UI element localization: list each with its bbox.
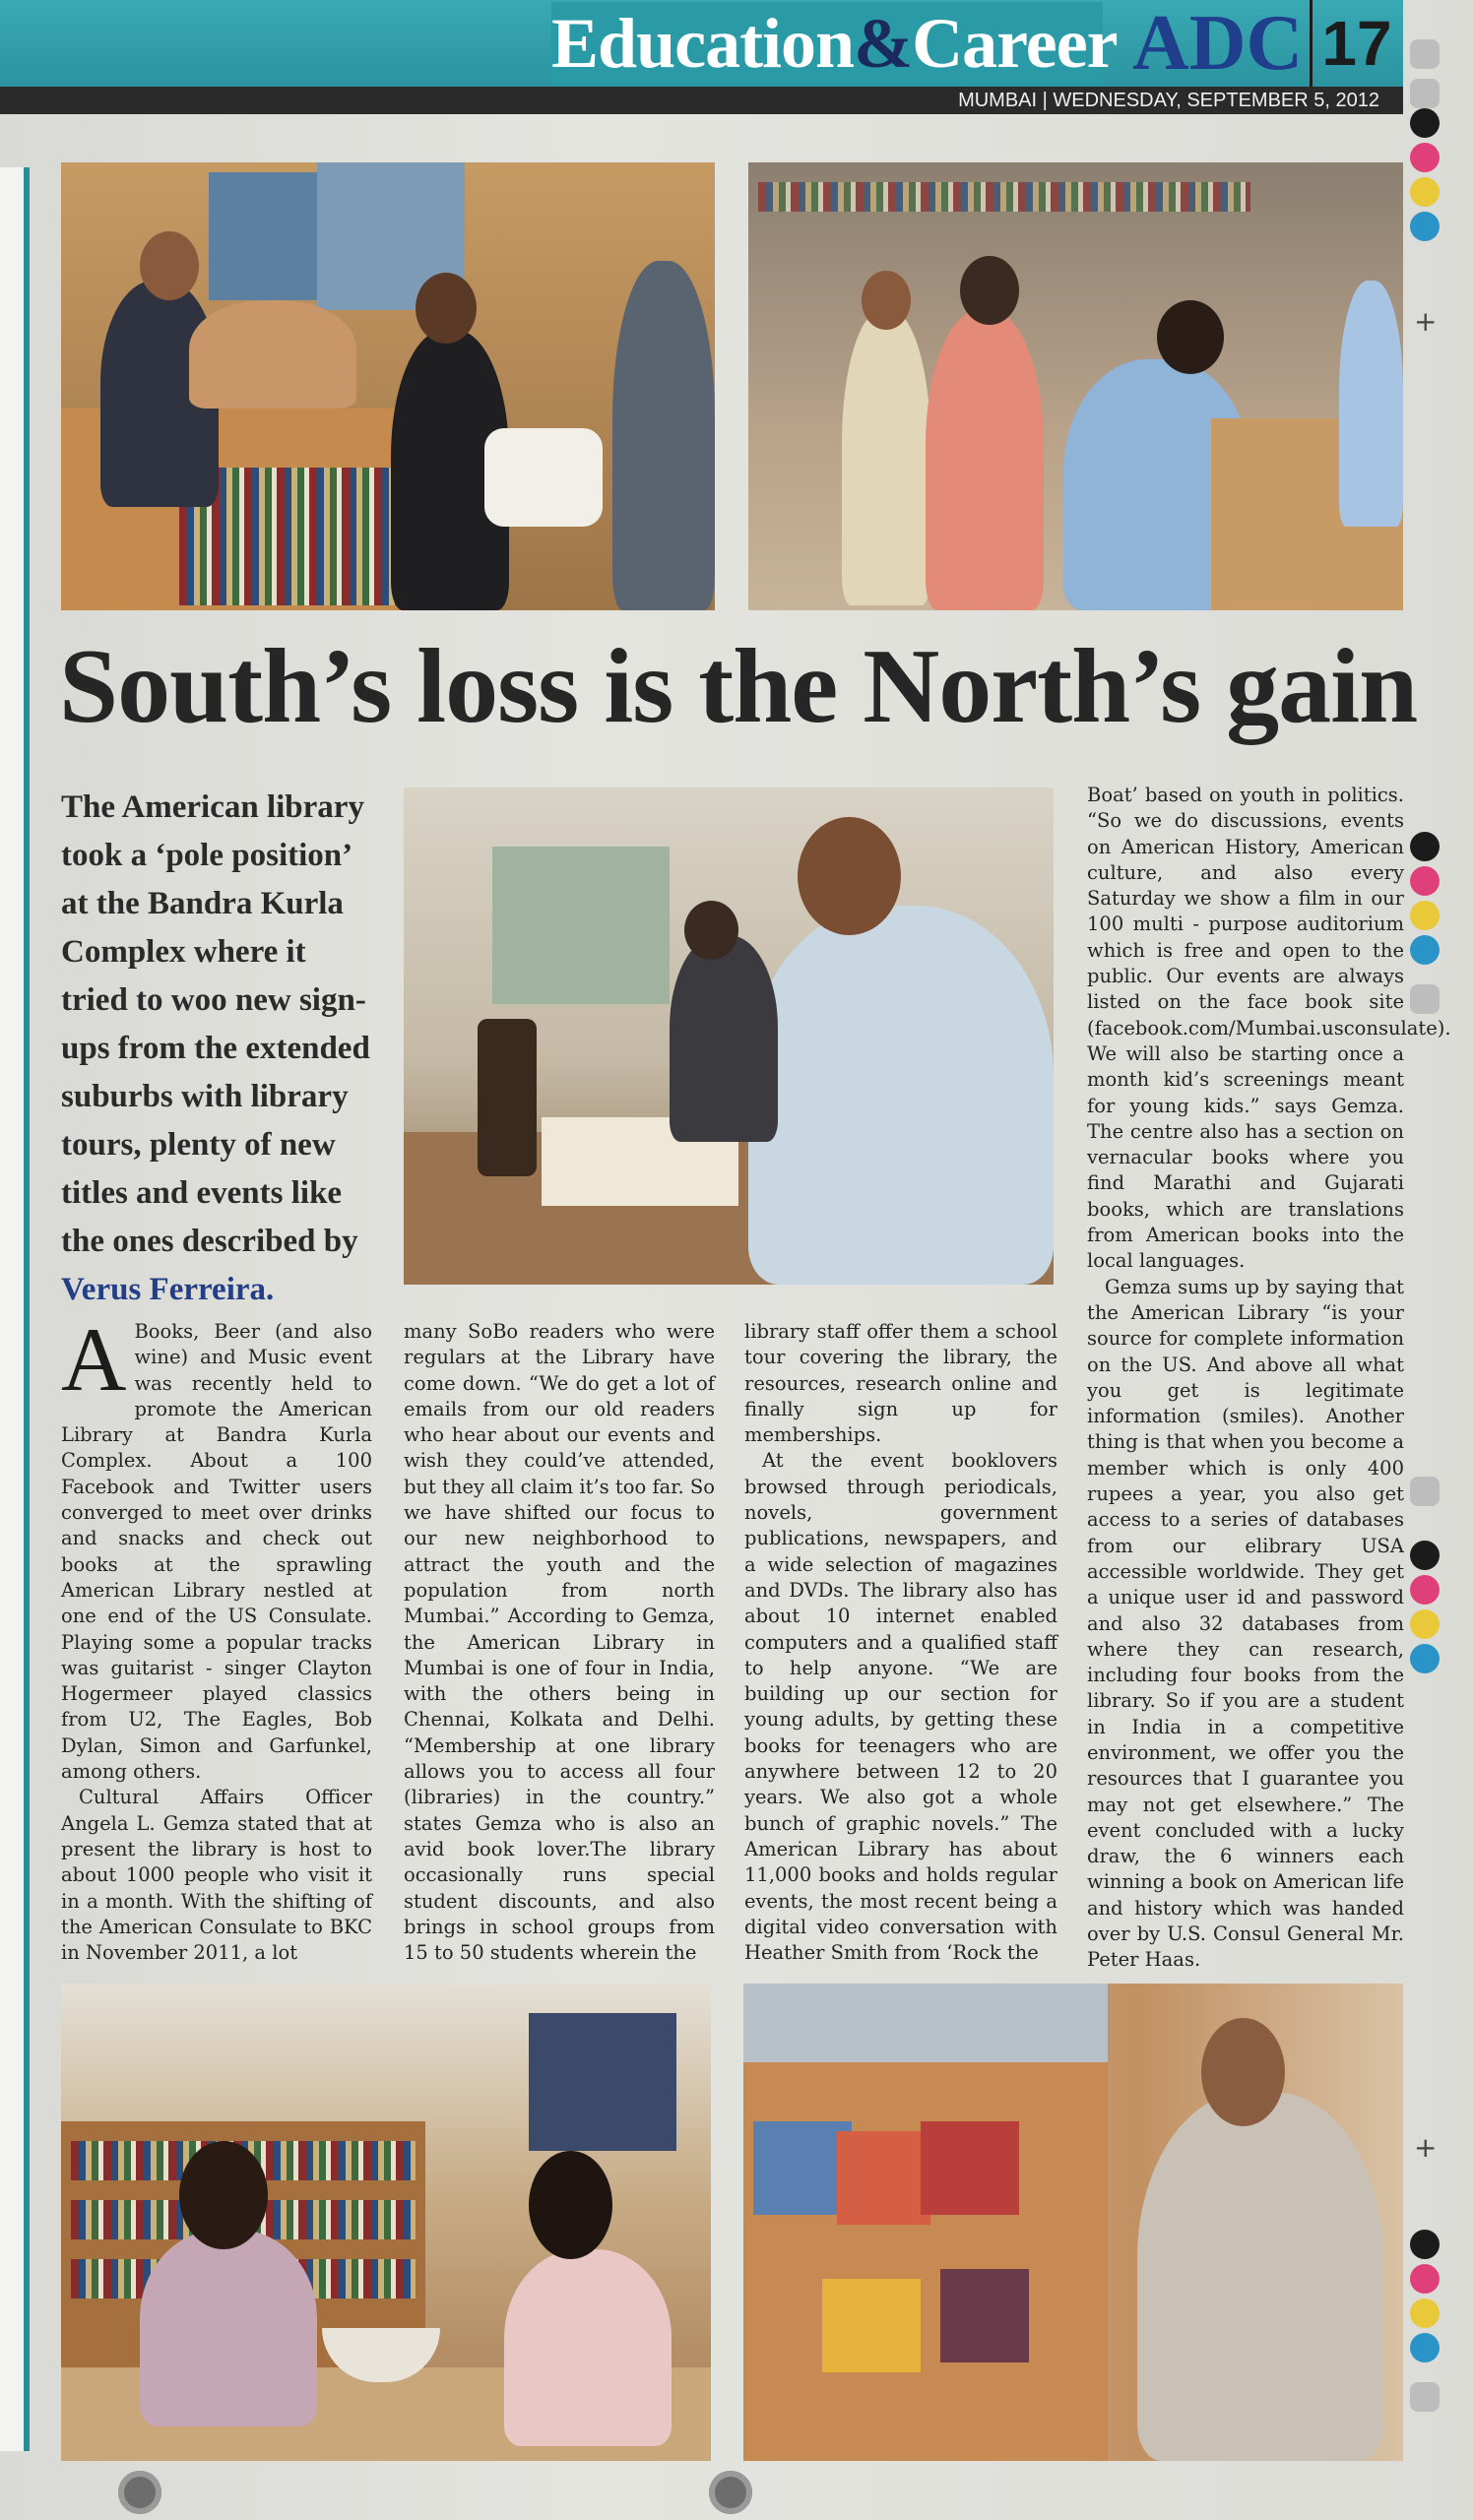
left-margin-rule	[0, 167, 30, 2451]
section-ampersand: &	[854, 4, 913, 83]
person-head	[529, 2151, 612, 2259]
registration-cyan-icon	[1410, 935, 1440, 965]
binding-pin-icon	[118, 2471, 161, 2514]
person-head	[1201, 2018, 1285, 2126]
registration-cyan-icon	[1410, 2333, 1440, 2362]
paragraph-text: Books, Beer (and also wine) and Music event was recently held to promote the American Library at Bandra Kurla Complex. About a 100 Facebook and Twitter users converged to meet over drinks and snacks and check out books at the sprawling American Library nestled at one end of the US Consulate. Playing some a popular tracks was guitarist - singer Clayton Hogermeer played classics from U2, The Eagles, Bob Dylan, Simon and Garfunkel, among others.	[61, 1320, 372, 1784]
person	[1137, 2092, 1383, 2461]
registration-yellow-icon	[1410, 901, 1440, 930]
registration-magenta-icon	[1410, 143, 1440, 172]
publication-brand: ADC	[1132, 0, 1304, 87]
counter	[189, 300, 356, 409]
print-mark-grey-icon	[1410, 1477, 1440, 1506]
person-head	[684, 901, 738, 960]
article-column-4	[1087, 783, 1451, 1974]
person-head	[1157, 300, 1224, 374]
photo-women-reading	[61, 1984, 711, 2461]
person	[140, 2230, 317, 2426]
registration-black-icon	[1410, 1541, 1440, 1570]
person	[842, 310, 930, 605]
registration-cyan-icon	[1410, 1644, 1440, 1673]
crop-mark-plus-icon: +	[1414, 2131, 1438, 2164]
section-word-education: Education	[551, 4, 855, 83]
person	[612, 261, 715, 610]
registration-cyan-icon	[1410, 212, 1440, 241]
person-head	[179, 2141, 268, 2249]
section-title	[551, 2, 1118, 85]
byline: Verus Ferreira.	[61, 1272, 275, 1307]
person-head	[960, 256, 1019, 325]
headline: South’s loss is the North’s gain	[59, 628, 1418, 745]
print-mark-grey-icon	[1410, 984, 1440, 1014]
registration-yellow-icon	[1410, 2299, 1440, 2328]
registration-black-icon	[1410, 2230, 1440, 2259]
books-row	[758, 182, 1250, 212]
article-paragraph: library staff offer them a school tour covering the library, the resources, research online and finally sign up for memberships.	[744, 1320, 1057, 1447]
person	[748, 906, 1054, 1285]
person	[504, 2249, 672, 2446]
article-paragraph: Boat’ based on youth in politics. “So we do discussions, events on American History, American culture, and also every Saturday we show a film in our 100 multi - purpose auditorium which is free and open to the public. Our events are always listed on the face book site (facebook.com/Mumbai.usconsulate). We will also be starting once a month kid’s screenings meant for young kids.” says Gemza. The centre also has a section on vernacular books where you find Marathi and Gujarati books, which are translations from American books into the local languages.	[1087, 784, 1451, 1273]
article-column-3	[744, 1319, 1057, 1966]
registration-magenta-icon	[1410, 1575, 1440, 1605]
deck-text: The American library took a ‘pole position’ at the Bandra Kurla Complex where it tried to woo new sign-ups from the extended suburbs with library tours, plenty of new titles and events like the ones described by	[61, 789, 370, 1259]
article-column-1	[61, 1309, 372, 1966]
print-mark-grey-icon	[1410, 2382, 1440, 2412]
drop-cap: A	[61, 1309, 127, 1410]
person	[1339, 281, 1403, 527]
person	[670, 935, 778, 1142]
dateline: MUMBAI | WEDNESDAY, SEPTEMBER 5, 2012	[958, 90, 1379, 111]
photo-man-browsing-books	[743, 1984, 1403, 2461]
article-deck	[61, 784, 376, 1314]
registration-black-icon	[1410, 108, 1440, 138]
magazine	[921, 2121, 1019, 2215]
person-head	[416, 273, 477, 344]
photo-library-event-left	[61, 162, 715, 610]
handbag	[484, 428, 603, 527]
article-paragraph: Cultural Affairs Officer Angela L. Gemza stated that at present the library is host to about 1000 people who visit it in a month. With the shifting of the American Consulate to BKC in November 2011, a lot	[61, 1786, 372, 1965]
photo-window	[209, 172, 327, 300]
person	[926, 310, 1044, 610]
article-paragraph	[61, 1309, 372, 1785]
registration-magenta-icon	[1410, 866, 1440, 896]
dateline-bar	[0, 87, 1403, 114]
binding-pin-icon	[709, 2471, 752, 2514]
photo-readers-at-table	[404, 788, 1054, 1285]
section-word-career: Career	[912, 4, 1118, 83]
print-mark-grey-icon	[1410, 39, 1440, 69]
magazine	[822, 2279, 921, 2372]
bottle	[478, 1019, 537, 1176]
photo-window	[529, 2013, 676, 2151]
print-mark-grey-icon	[1410, 79, 1440, 108]
page-number: 17	[1310, 0, 1401, 87]
photo-window	[492, 847, 670, 1004]
magazine	[837, 2131, 930, 2225]
registration-yellow-icon	[1410, 1609, 1440, 1639]
person-head	[798, 817, 901, 935]
crop-mark-plus-icon: +	[1414, 305, 1438, 338]
magazine	[940, 2269, 1029, 2362]
article-paragraph: many SoBo readers who were regulars at the Library have come down. “We do get a lot of emails from our old readers who hear about our events and wish they could’ve attended, but they all claim it’s too far. So we have shifted our focus to our new neighborhood to attract the youth and the population from north Mumbai.” According to Gemza, the American Library in Mumbai is one of four in India, with the others being in Chennai, Kolkata and Delhi. “Membership at one library allows you to access all four (libraries) in the country.” states Gemza who is also an avid book lover.The library occasionally runs special student discounts, and also brings in school groups from 15 to 50 students wherein the	[404, 1320, 715, 1965]
article-paragraph: At the event booklovers browsed through periodicals, novels, government publications, newspapers, and a wide selection of magazines and DVDs. The library also has about 10 internet enabled computers and a qualified staff to help anyone. “We are building up our section for young adults, by getting these books for teenagers who are anywhere between 12 to 20 years. We also got a whole bunch of graphic novels.” The American Library has about 11,000 books and holds regular events, the most recent being a digital video conversation with Heather Smith from ‘Rock the	[744, 1449, 1057, 1965]
registration-magenta-icon	[1410, 2264, 1440, 2294]
article-paragraph: Gemza sums up by saying that the American Library “is your source for complete information on the US. And above all what you get is legitimate information (smiles). Another thing is that when you become a member which is only 400 rupees a year, you also get access to a series of databases from our elibrary USA accessible worldwide. They get a unique user id and password and also 32 databases from where they can research, including four books from the library. So if you are a student in India in a competitive environment, we offer you the resources that I guarantee you may not get elsewhere.” The event concluded with a lucky draw, the 6 winners each winning a book on American life and history which was handed over by U.S. Consul General Mr. Peter Haas.	[1087, 1275, 1404, 1972]
person-head	[140, 231, 199, 300]
registration-yellow-icon	[1410, 177, 1440, 207]
registration-black-icon	[1410, 832, 1440, 861]
photo-window	[743, 1984, 1108, 2062]
person-head	[862, 271, 911, 330]
article-column-2	[404, 1319, 715, 1966]
photo-library-event-right	[748, 162, 1403, 610]
